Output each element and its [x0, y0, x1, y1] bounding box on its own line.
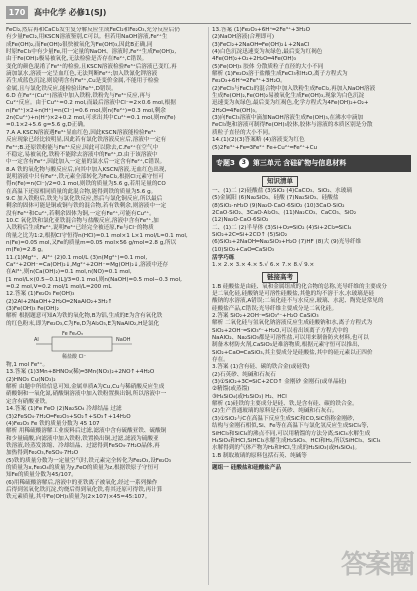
text-line: FeCl₂,然后再和CaCl₂发生复分解反应生成FeCl₂和Fe₂O₃,充分反应后仍 [6, 27, 180, 33]
text-line: 成Fe(OH)₂,而Fe(OH)₂很快被氧化为Fe(OH)₃,因此B正确,同 [6, 41, 153, 48]
text-line: 解析 根据题意可知A为铁的氧化物,B为铝,生成的E为含有氧化铁 [6, 313, 163, 320]
text-line: 7.A A.KSCN溶液遇Fe³⁺显血红色,因此KSCN溶液能检验Fe³⁺ [6, 129, 157, 136]
text-line: 的质量为x,Fe₃O₄的质量为y,FeO的质量为z,根据铁原子守恒可 [6, 464, 159, 471]
reaction-diagram-svg [32, 329, 152, 361]
text-line: 在高温下还原相同质量的此混合物,能得到铁的质量为5.6 g。 [6, 188, 157, 195]
text-line: 一、(1)二 (2)硅酸盐 (3)SiO₂ (4)CaCO₃、SiO₂、水玻璃 [212, 187, 352, 194]
text-line: H₄SiO₄和HCl,SiHCl₃水解生成H₂SiO₃、HCl和H₂,所以SiHCl₃、SiCl₄ [212, 437, 381, 444]
text-line: 没有Fe³⁺和Cu²⁺,若剩余固体为铜,一定有Fe²⁺,可能有Cu²⁺。 [6, 210, 155, 217]
text-line: (2)2Al+2NaOH+2H₂O═2NaAlO₂+3H₂↑ [6, 298, 113, 305]
text-line: n(Fe²⁺)×2+n(H⁺)=n(Cl⁻)=0.6 mol,则n(Fe²⁺)=0.3 mol,剩余 [6, 107, 166, 114]
unit-title-bar [212, 155, 411, 172]
left-text-block-a [6, 27, 205, 328]
text-line: 是二氧化硅,硅酸钠是可溶性硅酸盐,其他的均不溶于水,水玻璃是硅 [212, 290, 374, 297]
text-line: (4)白色沉淀迅速变为灰绿色,最后变为红褐色 [212, 49, 323, 56]
practice-section-title: 活学巧练 [212, 254, 235, 261]
right-text-bottom [212, 284, 411, 460]
text-line: 剩余的固体可能是铜或铜与铁的混合物,若有铁剩余,则溶液中一定 [6, 203, 167, 210]
left-column [6, 27, 205, 587]
text-line: FeCl₃饱和溶液可制得Fe(OH)₃胶体,胶体与溶液的本质区别是分散 [212, 122, 373, 129]
text-line: SiO₂+2OH⁻═SiO₃²⁻+H₂O,可以看出该离子方程式中的 [212, 327, 349, 334]
text-line: 2CaO·SiO₂、3CaO·Al₂O₃、(11)Na₂CO₃、CaCO₃、SiO₂ [212, 209, 357, 216]
text-line: (6)SiO₂+2NaOH═Na₂SiO₃+H₂O (7)HF (8)大 (9)光导纤维 [212, 239, 362, 246]
text-line: 在Al³⁺,则n(Ca(OH)₂)=0.1 mol,n(NO)=0.1 mol, [6, 269, 132, 276]
text-line: (6)用稀硫酸溶解后,溶液中的亚铁离子被氧化,经过一系列操作 [6, 479, 158, 486]
text-line: 物,1 mol Fe²⁺。 [6, 362, 49, 369]
text-line: (8)SiO₂·nH₂O (9)Na₂O·CaO·6SiO₂ (10)3CaO·SiO₂ [212, 202, 345, 209]
text-line: SiO₂+CaO═CaSiO₃,其主要成分是硅酸盐,其中的硅元素以正四价 [212, 349, 373, 356]
text-line: (3)①SiO₂+3C═SiC+2CO↑ 金刚砂 金刚石(或单晶硅) [212, 379, 347, 386]
left-text-block-b [6, 362, 205, 502]
text-line: 反应现象已经比较明显,因此若有氯化铁溶液反应后,溶液中一定有 [6, 137, 167, 144]
reaction-diagram [32, 329, 152, 361]
text-line: 加热得到Fe₂O₃,FeSO₄·7H₂O [6, 450, 79, 457]
text-line: 14.(1)(2)(3)答案略 (4)溶液变为红色 [212, 137, 305, 144]
text-line: 迅速变为灰绿色,最后变为红褐色,化学方程式为4Fe(OH)₂+O₂+ [212, 100, 369, 107]
text-line: 12.答案 (1)Fe₂O₃ Fe(OH)₃ [6, 291, 75, 298]
text-line: ③H₄SiO₄(或H₂SiO₃) H₂、HCl [212, 393, 287, 400]
text-line: 生成Fe(OH)₂,Fe(OH)₂易被氧化生成Fe(OH)₃,现象为白色沉淀 [212, 93, 365, 100]
unit-title: 第三单元 含硅矿物与信息材料 [252, 158, 347, 167]
text-line: 不稳定,易被氧化,铁粉不能除去溶液中的Fe²⁺,D.由于该溶液中 [6, 151, 158, 158]
text-line: 得n(Fe)=n(Cl⁻)/2=0.1 mol,则铁的质量为5.6 g,若用足量的CO [6, 181, 166, 188]
link-section-title: 链接高考 [262, 272, 298, 283]
text-line: 若生成蓝色沉淀,则说明含有Fe²⁺,Cu是变价金属,不能用于检验 [6, 78, 159, 85]
text-line: 质粒子直径的大小不同。 [212, 129, 274, 136]
text-line: 变化的颜色混淆了Fe²⁺的检验,且KSCN溶液检验Fe³⁺后溶液已变红,再 [6, 63, 177, 70]
text-line: 1.B 硅酸盐是由硅、氧和金属组成的化合物的总称,光导纤维的主要成分 [212, 283, 387, 290]
right-text-middle [212, 188, 411, 254]
text-line: 时原FeCl₃中有少量Fe,用一定量的NaOH、溶液时,Fe²⁺生成Fe(OH)₂, [6, 49, 177, 56]
diagram-label-bottom: 稀盐酸 Cl⁻ [62, 354, 87, 361]
text-line: (3)FeCl₂+2NaOH═Fe(OH)₂↓+2NaCl [212, 41, 310, 48]
text-line: 14.答案 (1)Fe FeO (2)Na₂SO₄ 冷却结晶 过滤 [6, 406, 122, 413]
diagram-label-right: NaOH [116, 337, 131, 344]
text-line: (12)Na₂O·CaO·6SiO₂ [212, 217, 269, 224]
text-line: (2)FeCl₃与FeCl₂的混合物中加入铁粉生成FeCl₂,再加入NaOH溶液 [212, 85, 376, 92]
text-line: 2n(Cu²⁺)+n(H⁺)×2+0.2 mol,可求出其中Cu²⁺=0.1 mol,则m(Fe) [6, 115, 176, 122]
text-line: NaAlO₂、Na₂SiO₃都是可溶性盐,可以用来制备防火材料,也可以 [212, 335, 369, 342]
footer-group-title: 题组一 硅酸盐和硅酸盐产品 [212, 464, 282, 471]
text-line: 13.答案 (1)3Mn+8HNO₃(稀)═3Mn(NO₃)₂+2NO↑+4H₂O [6, 369, 155, 376]
footer-rule [212, 462, 411, 463]
text-line: (2)石英砂、纯碱和石灰石 [212, 371, 276, 378]
text-line: (3)向FeCl₃溶液中滴加NaOH溶液生成Fe(OH)₃,在沸水中滴加 [212, 115, 364, 122]
text-line: 硝酸铜和一氧化氮,硝酸铜溶液中加入铁粉置换出铜,所以溶液中一 [6, 391, 167, 398]
text-line: 铁元素质量,其中Fe(OH)₃质量为(2×107)×45=45:107。 [6, 494, 151, 501]
text-line: 酸钠的水溶液,A错误;二氧化硅不与水反应,玻璃、水泥、陶瓷是常见的 [212, 298, 384, 305]
text-line: 铁溶液,经蒸发浓缩、冷却结晶、过滤得到FeSO₄·7H₂O晶体,再 [6, 442, 160, 449]
text-line: 2.答案 SiO₂+2OH⁻═SiO₃²⁻+H₂O CaSiO₃ [212, 313, 319, 319]
text-line: 8.A 铁的氧化物与酸反应后,向其中加入KSCN溶液,无血红色出现, [6, 166, 167, 173]
text-line: 硅酸盐产品,C错误;光导纤维主要成分是二氧化硅。 [212, 305, 338, 312]
header-rule [6, 23, 411, 24]
text-line: (10)SiO₂+CaO═CaSiO₃ [212, 246, 275, 253]
text-line: 11.(1)Mg²⁺、Al³⁺ (2)0.1 mol/L (3)n(Mg²⁺)=0.1 mol, [6, 254, 148, 261]
unit-topic: 专题3 [216, 158, 235, 167]
text-line: (5)金属阳 (6)Na₂SiO₃、硅酸 (7)Na₂SiO₃、硅酸盐 [212, 195, 339, 202]
text-line: 结构与金刚石相似,Si、Fe等在高温下与氯化氢反应生成SiCl₄等, [212, 423, 369, 430]
text-line: 1.B 制取玻璃的原料包括石英、纯碱等 [212, 452, 307, 459]
page-number: 170 [6, 6, 28, 19]
text-line: =0.1×2+5.6 g=5.6 g,D正确。 [6, 122, 89, 129]
text-line: m(Fe)=2.8 g。 [6, 247, 47, 254]
text-line: 入铁粉后生成Fe²⁺,说明Fe³⁺已经完全被还原,Fe与Cl⁻的物质 [6, 225, 154, 232]
text-line: 金属,且与氯化铁反应,能检验出Fe³⁺,D错误。 [6, 85, 117, 92]
text-line: Ca²⁺+2OH⁻=Ca(OH)₂↓,Mg²⁺+2OH⁻=Mg(OH)₂↓,溶液中还存 [6, 262, 169, 268]
text-line: 知Fe的质量分数为45/107。 [6, 472, 77, 479]
text-line: 有少量FeCl₂,用KSCN溶液鉴别,C可以。但若用NaOH溶液,Fe²⁺生 [6, 34, 168, 41]
text-line: 存在。 [212, 357, 229, 364]
text-line: (5)2Fe³⁺+Fe═3Fe²⁺ Fe+Cu²⁺═Fe²⁺+Cu [212, 144, 318, 151]
right-text-top [212, 27, 411, 152]
text-line: 解析 (1)硅铁的主要成分是硅、铁,是含有硅、碳的铁合金。 [212, 401, 358, 408]
text-line: (5)Fe(OH)₃ 胶体 分散质粒子直径的大小不同 [212, 63, 324, 70]
text-line: (3)Fe(OH)₃ Fe(OH)₂ [6, 306, 59, 313]
text-line: (2)HNO₃ Cu(NO₃)₂ [6, 376, 56, 383]
text-line: =0.2 mol,V=0.2 mol/1 mol/L=200 mL [6, 284, 112, 291]
page-header [0, 0, 417, 24]
text-line: 制备木材防火剂,CaSiO₃是难溶物质,根据元素守恒可以推出, [212, 342, 360, 349]
book-title: 高中化学 必修1(SJ) [34, 8, 107, 17]
text-line: (4)Fe₂O₃ Fe 铁的质量分数为 45 107 [6, 420, 100, 427]
practice-answers: 1.× 2.× 3.× 4.× 5.√ 6.× 7.× 8.√ 9.× [212, 262, 315, 269]
text-line: n(Fe)=0.05 mol,又Fe的质量m=0.05 mol×56 g/mol=2.8 g,所以 [6, 239, 177, 246]
text-line: Fe₂O₃+6H⁺═2Fe³⁺+3H₂O。 [212, 78, 286, 85]
text-line: 水解得到的气体产物为H₂和HCl,生成的H₂SiO₃(或H₄SiO₄)。 [212, 445, 361, 452]
text-line: (2)NaOH溶液(合理即可) [212, 34, 275, 41]
text-line: (2)生产普通玻璃的原料是石英砂、纯碱和石灰石。 [212, 408, 338, 415]
text-line: (5)铁的质量分数为一定量空气时,铁元素完全转化为Fe₂O₃,设Fe₂O₃ [6, 457, 172, 464]
text-line: 9.C 加入铁粉后,铁先与氯化铁反应,然后与氯化铜反应,所以最后 [6, 195, 163, 202]
text-line: (3)①SiO₂与C在高温下反应生成SiC和CO,SiC俗称金刚砂, [212, 415, 355, 422]
text-line: Cu²⁺反应。由于Cu²⁺=0.2 mol,而最后溶液中Cl⁻=2×0.6 mol,根据 [6, 100, 176, 107]
text-line: 后得到氢氧化铁沉淀,灼烧后得到氧化铁,将其还原可得铁,再计算 [6, 486, 163, 493]
unit-badge-icon: 3 [239, 158, 249, 168]
text-line: SiHCl₃和SiCl₄的沸点不同,可以用精馏的方法分离;SiCl₄水解生成 [212, 430, 371, 437]
diagram-box [52, 337, 112, 351]
text-line: 的红色粉末,即为Fe₂O₃,C为Fe,D为Al₂O₃,E为NaAlO₂,H是氯化 [6, 320, 160, 327]
watermark-logo: 答案圈 [340, 550, 413, 580]
text-line: 2H₂O═4Fe(OH)₃。 [212, 107, 261, 114]
text-line: 10.C 氧化铁和氯化亚铁混合物与盐酸反应,溶液中含有Fe²⁺,加 [6, 217, 159, 224]
text-line: 中一定含有Fe²⁺,因此加入一定量的氯水后一定含有Fe²⁺,C错误。 [6, 159, 166, 166]
diagram-label-left: Al [34, 337, 39, 344]
text-line: Fe³⁺;B.还原铁粉能与Fe³⁺反应,因此可以除去,C.Fe²⁺在空气中 [6, 144, 159, 151]
text-line: 解析 用稀硫酸溶解工业废料后过滤,滤液中含有硫酸亚铁、硫酸铜 [6, 428, 167, 435]
diagram-label-top: Fe Fe₂O₃ [62, 331, 83, 338]
text-line: 解析 由题中所给信息可知,金属单质A为Cu,Cu与稀硝酸反应生成 [6, 384, 165, 391]
text-line: [1 mol/L×(0.5−0.1)L]/3=0.1 mol,则n(NaOH)=0.5 mol−0.3 mol, [6, 276, 182, 283]
text-line: 和少量硫酸,向滤液中加入铁粉,铁置换出铜,过滤,滤液为硫酸亚 [6, 435, 159, 442]
text-line: (3)2FeSO₄·7H₂O═Fe₂O₃+SO₂↑+SO₃↑+14H₂O [6, 413, 131, 420]
text-line: 3.答案 (1)含有硅、碳的铁合金(或硅铁) [212, 364, 310, 371]
text-line: 说明溶液中只有Fe²⁺,铁元素全部转化为FeCl₂,根据Cl元素守恒可 [6, 173, 164, 180]
text-line: 6.D 在Fe²⁺(Cu²⁺)溶液中加入铁粉,铁粉先与Fe³⁺反应,再与 [6, 93, 151, 100]
right-column [212, 27, 411, 587]
text-line: 由于Fe(OH)₂极易被氧化,无法检验是否存在Fe²⁺,C错误。 [6, 56, 148, 63]
text-line: 滴加氯水,溶液一定呈血红色,无法判断Fe²⁺;加入铁氰化钾溶液 [6, 71, 158, 78]
text-line: 解析 (1)Fe₂O₃溶于盐酸生成FeCl₃和H₂O,离子方程式为 [212, 71, 348, 78]
knowledge-section-title: 知识清单 [262, 176, 298, 187]
text-line: 13.答案 (1)Fe₂O₃+6H⁺═2Fe³⁺+3H₂O [212, 27, 311, 33]
text-line: 的量之比为1:2,根据Cl守恒得n(HCl)=0.1 mol×1 L×1 mol/L=0.1 mol, [6, 232, 188, 239]
text-line: SiO₂+2C═Si+2CO↑ (5)SiO₂ [212, 231, 288, 238]
text-line: 二、(1)二 (2)半导体 (3)Si+O₂═SiO₂ (4)Si+2Cl₂═SiCl₄ [212, 224, 352, 231]
text-line: ②精馏(或蒸馏) [212, 386, 250, 393]
column-divider [208, 27, 209, 585]
text-line: 解析 二氧化硅与氢氧化钠溶液反应生成硅酸钠和水,离子方程式为 [212, 320, 373, 327]
text-line: 定含有硝酸亚铁。 [6, 398, 51, 405]
text-line: 4Fe(OH)₂+O₂+2H₂O═4Fe(OH)₃ [212, 56, 297, 63]
